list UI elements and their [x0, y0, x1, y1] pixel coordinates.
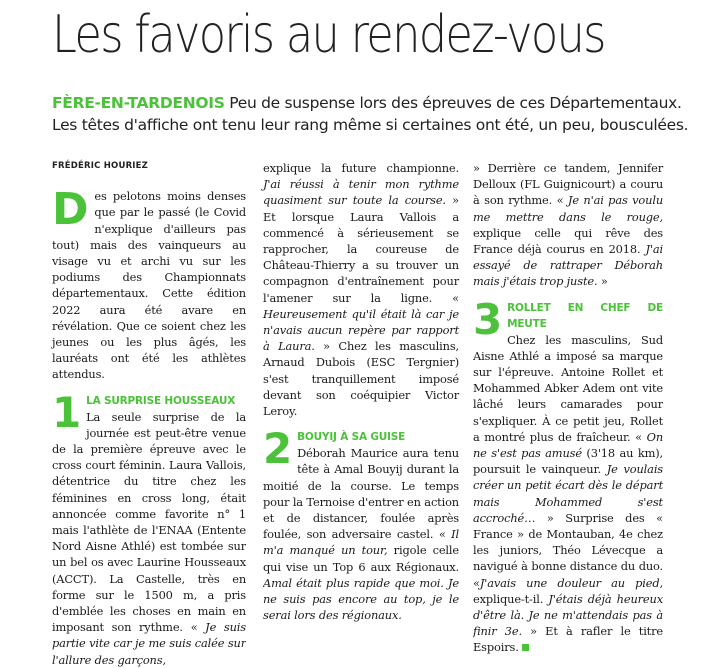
- lede: [52, 92, 702, 136]
- column-2: [263, 160, 459, 623]
- column-1: [52, 158, 246, 668]
- s3-text-b: (3'18 au km), poursuit le vainqueur.: [473, 446, 663, 477]
- section-3-number: 3: [473, 299, 503, 344]
- s2-text-b: rigole celle qui vise un Top 6 aux Régionaux.: [263, 543, 459, 574]
- s2-quote-4: J'ai essayé de rattraper Déborah mais j'étais trop juste.: [473, 242, 663, 289]
- s1-quote-3: Heureusement qu'il était là car je n'avais aucun repère par rapport à Laura.: [263, 306, 459, 354]
- s2-text-e: »: [597, 274, 608, 289]
- section-3-heading: ROLLET EN CHEF DE MEUTE: [507, 301, 663, 330]
- section-2-number: 2: [263, 429, 293, 474]
- s1-text-a: La seule surprise de la journée est peut-être venue de la première épreuve avec le cross court féminin. Laura Vallois, détentrice du titre chez les féminines en cross long, était annoncée comme favorite n° 1 mais l'athlète de l'ENAA (Entente Nord Aisne Athlé) est tombée sur un bel os avec Laurine Housseaux (ACCT). La Castelle, très en forme sur le 1500 m, a pris d'emblée les choses en main en imposant son rythme. «: [52, 409, 246, 635]
- s3-quote-4: J'étais déjà heureux d'être là. Je ne m'attendais pas à finir 3e.: [473, 591, 663, 639]
- s2-quote-2: Amal était plus rapide que moi. Je ne suis pas encore au top, je le serai lors des régionaux.: [263, 575, 459, 623]
- s3-text-c: » Surprise des « France » de Montauban, 4e chez les juniors, Théo Lévecque a navigué à bonne distance du duo. «: [473, 510, 663, 590]
- section-2-body: [263, 445, 459, 623]
- s1-quote-2: J'ai réussi à tenir mon rythme quasiment sur toute la course.: [263, 177, 459, 208]
- section-1-heading: LA SURPRISE HOUSSEAUX: [86, 394, 236, 407]
- intro-paragraph: [52, 184, 246, 382]
- s2-quote-1: Il m'a manqué un tour,: [263, 527, 459, 558]
- section-2-body-cont: [473, 160, 663, 290]
- section-2-heading: BOUYIJ À SA GUISE: [297, 431, 406, 444]
- intro-text: es pelotons moins denses que par le passé (le Covid n'explique d'ailleurs pas tout) mais des vainqueurs au visage vu et archi vu sur les podiums des Championnats départementaux. Cette édition 2022 aura été avare en révélation. Que ce soient chez les jeunes ou les plus âgés, les lauréats ont été les athlètes attendus.: [52, 189, 246, 382]
- s2-text-a: Déborah Maurice aura tenu tête à Amal Bouyij durant la moitié de la course. Le temps pour la Ternoise d'entrer en action et de distancer, foulée après foulée, son adversaire castel. «: [263, 446, 459, 542]
- byline: FRÉDÉRIC HOURIEZ: [52, 161, 149, 171]
- section-3-body: [473, 332, 663, 656]
- section-1-body-cont: [263, 160, 459, 419]
- headline: Les favoris au rendez-vous: [52, 5, 605, 65]
- s3-text-e: » Et à rafler le titre Espoirs.: [473, 624, 663, 655]
- column-3: [473, 160, 663, 656]
- section-1-number: 1: [52, 392, 82, 437]
- section-3: [473, 300, 663, 656]
- s1-text-c: » Et lorsque Laura Vallois a commencé à sérieusement se rapprocher, la coureuse de Château-Thierry a su trouver un compagnon d'entraînement pour l'amener sur la ligne. «: [263, 193, 459, 305]
- drop-cap: D: [52, 184, 89, 236]
- s2-text-d: explique celle qui rêve des France déjà courus en 2018.: [473, 225, 663, 257]
- s1-text-d: » Chez les masculins, Arnaud Dubois (ESC Tergnier) s'est tranquillement imposé devant son coéquipier Victor Leroy.: [263, 339, 460, 419]
- lede-kicker: FÈRE-EN-TARDENOIS: [52, 94, 225, 112]
- s2-quote-3: Je n'ai pas voulu me mettre dans le rouge,: [473, 193, 664, 224]
- section-2: [263, 429, 459, 623]
- s3-quote-3: J'avais une douleur au pied,: [479, 575, 663, 590]
- s2-text-c: » Derrière ce tandem, Jennifer Delloux (FL Guignicourt) a couru à son rythme. «: [473, 161, 663, 208]
- s1-quote-1: Je suis partie vite car je me suis calée sur l'allure des garçons,: [52, 620, 246, 667]
- end-mark-icon: [522, 644, 529, 651]
- section-1-body: [52, 409, 246, 668]
- section-1: [52, 393, 246, 668]
- s3-text-d: explique-t-il.: [473, 591, 549, 606]
- s3-text-a: Chez les masculins, Sud Aisne Athlé a imposé sa marque sur l'épreuve. Antoine Rollet et Mohammed Abker Adem ont vite lâché leurs camarades pour s'expliquer. À ce petit jeu, Rollet a montré plus de fraîcheur. «: [473, 332, 663, 444]
- s3-quote-1: On ne s'est pas amusé: [473, 429, 663, 461]
- lede-text: Peu de suspense lors des épreuves de ces Départementaux. Les têtes d'affiche ont tenu leur rang même si certaines ont été, un peu, bousculées.: [52, 94, 689, 134]
- s3-quote-2: Je voulais créer un petit écart dès le départ mais Mohammed s'est accroché…: [473, 462, 663, 525]
- s1-text-b: explique la future championne.: [263, 161, 459, 175]
